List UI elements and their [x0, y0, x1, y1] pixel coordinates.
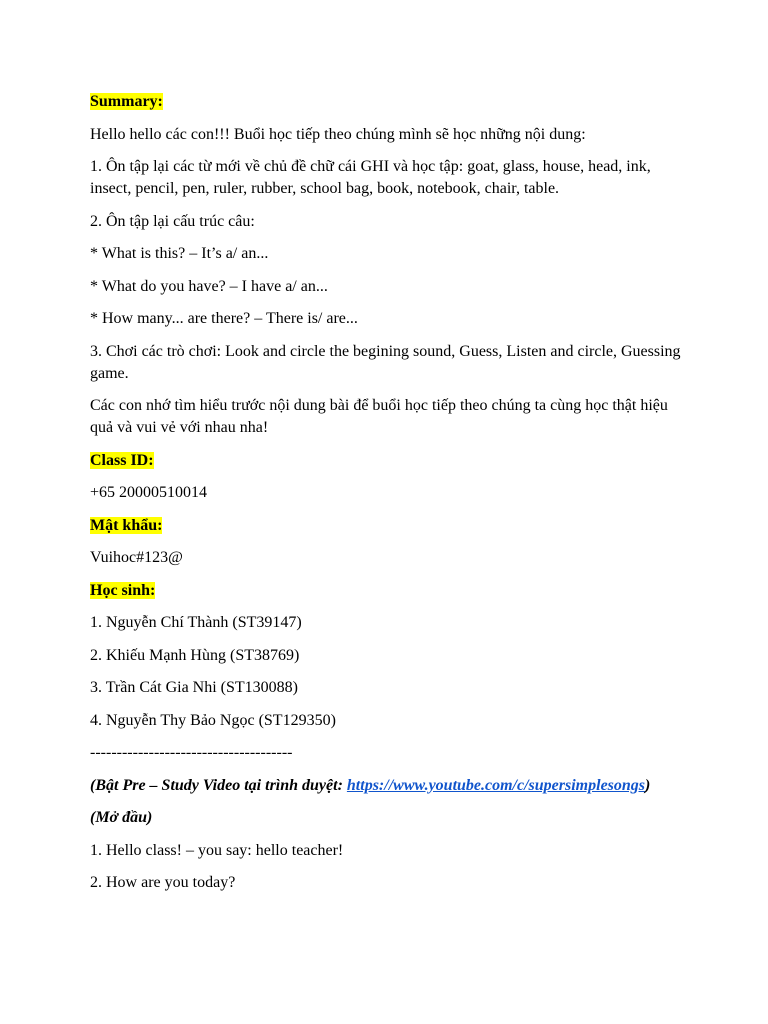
summary-item-5: * How many... are there? – There is/ are... — [90, 310, 358, 327]
divider-line: -------------------------------------- — [90, 744, 293, 761]
password-label: Mật khẩu: — [90, 516, 163, 534]
document-page — [90, 91, 690, 905]
summary-closing: Các con nhớ tìm hiểu trước nội dung bài để buổi học tiếp theo chúng ta cùng học thật hiệu quả và vui vẻ với nhau nha! — [90, 397, 668, 436]
opening-heading: (Mở đầu) — [90, 809, 153, 826]
pre-study-line — [90, 775, 690, 797]
summary-item-3: * What is this? – It’s a/ an... — [90, 245, 269, 262]
summary-item-4: * What do you have? – I have a/ an... — [90, 277, 328, 295]
summary-heading: Summary: — [90, 93, 163, 110]
password-value: Vuihoc#123@ — [90, 549, 183, 566]
students-label: Học sinh: — [90, 581, 156, 599]
summary-item-1: 1. Ôn tập lại các từ mới về chủ đề chữ cái GHI và học tập: goat, glass, house, head, ink, insect, pencil, pen, ruler, rubber, school bag, book, notebook, chair, table. — [90, 158, 651, 197]
class-id-value: +65 20000510014 — [90, 484, 208, 501]
student-item-1: 1. Nguyễn Chí Thành (ST39147) — [90, 614, 302, 631]
supersimplesongs-link[interactable]: https://www.youtube.com/c/supersimplesongs — [346, 776, 646, 794]
opening-line-2: 2. How are you today? — [90, 874, 236, 891]
student-item-4: 4. Nguyễn Thy Bảo Ngọc (ST129350) — [90, 711, 336, 729]
password-heading-line — [90, 515, 690, 537]
student-item-3: 3. Trần Cát Gia Nhi (ST130088) — [90, 679, 298, 696]
summary-item-6: 3. Chơi các trò chơi: Look and circle the begining sound, Guess, Listen and circle, Guessing game. — [90, 342, 681, 382]
pre-study-suffix: ) — [645, 776, 651, 794]
opening-line-1: 1. Hello class! – you say: hello teacher! — [90, 841, 344, 859]
students-heading-line — [90, 580, 690, 602]
student-item-2: 2. Khiếu Mạnh Hùng (ST38769) — [90, 646, 300, 664]
summary-heading-line — [90, 91, 690, 113]
summary-item-2: 2. Ôn tập lại cấu trúc câu: — [90, 212, 255, 230]
summary-intro: Hello hello các con!!! Buổi học tiếp theo chúng mình sẽ học những nội dung: — [90, 125, 586, 143]
class-id-label: Class ID: — [90, 451, 154, 469]
class-id-heading-line — [90, 450, 690, 472]
pre-study-prefix: (Bật Pre – Study Video tại trình duyệt: — [90, 776, 347, 794]
